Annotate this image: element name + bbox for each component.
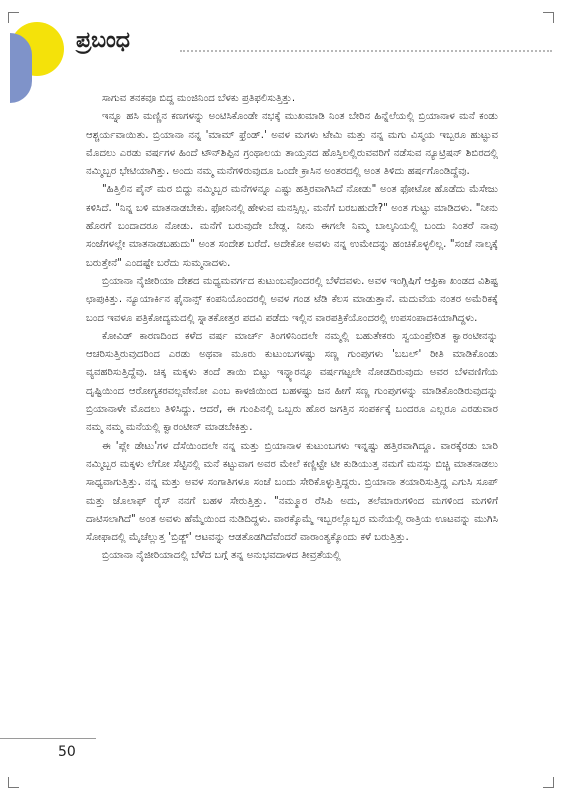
paragraph: ಸಾಗುವ ತನಕವೂ ಬಿದ್ದ ಮಂಜಿನಿಂದ ಬೆಳಕು ಪ್ರತಿಫಲಿಸುತ್ತಿತ್ತು. [102, 93, 296, 104]
crop-mark-bottom-right [543, 777, 554, 788]
paragraph: ಬ್ರಿಯಾನಾ ನೈಜೀರಿಯಾ ದೇಶದ ಮಧ್ಯಮವರ್ಗದ ಕುಟುಂಬವೊಂದರಲ್ಲಿ ಬೆಳೆದವಳು. ಅವಳ ಇಂಗ್ಲಿಷಿಗೆ ಆಫ್ರಿಕಾ ಖಂಡದ ವಿಶಿಷ್ಟ ಛಾಪುಕಿತ್ತು. ನ್ಯೂಯಾರ್ಕಿನ ಫೈನಾನ್ಸ್ ಕಂಪನಿಯೊಂದರಲ್ಲಿ ಅವಳ ಗಂಡ ಟೆಡಿ ಕೆಲಸ ಮಾಡುತ್ತಾನೆ. ಮದುವೆಯ ನಂತರ ಅಮೆರಿಕಕ್ಕೆ ಬಂದ ಇವಳೂ ಪತ್ರಿಕೋದ್ಯಮದಲ್ಲಿ ಸ್ನಾತಕೋತ್ತರ ಪದವಿ ಪಡೆದು ಇಲ್ಲಿನ ವಾರಪತ್ರಿಕೆಯೊಂದರಲ್ಲಿ ಉಪಸಂಪಾದಕಿಯಾಗಿದ್ದಳು. [86, 275, 498, 324]
footer-rule [0, 738, 96, 739]
header-dotted-rule [180, 50, 552, 52]
header-decoration-tab [10, 33, 32, 103]
paragraph: "ಹಿತ್ತಿಲಿನ ಪೈನ್ ಮರ ಬಿದ್ದು ನಮ್ಮಿಬ್ಬರ ಮನೆಗಳನ್ನೂ ಎಷ್ಟು ಹತ್ತಿರವಾಗಿಸಿದೆ ನೋಡು" ಅಂತ ಫೋಟೋ ಹೊಡೆದು ಮೆಸೇಜು ಕಳಿಸಿದೆ. "ನಿನ್ನ ಬಳಿ ಮಾತನಾಡಬೇಕು. ಫೋನಿನಲ್ಲಿ ಹೇಳುವ ಮನಸ್ಸಿಲ್ಲ. ಮನೆಗೆ ಬರಬಹುದೇ?" ಅಂತ ಗುಟ್ಟು ಮಾಡಿದಳು. "ನೀನು ಹೊರಗೆ ಬಂದಾದರೂ ನೋಡು. ಮನೆಗೆ ಬರುವುದೇ ಬೇಡ್ಲ. ನೀನು ಈಗಲೇ ನಿಮ್ಮ ಬಾಲ್ಕನಿಯಲ್ಲಿ ಬಂದು ನಿಂತರೆ ನಾವು ಸಂಜೆಗಳಲ್ಲೇ ಮಾತನಾಡಬಹುದು" ಅಂತ ಸಂದೇಶ ಬರೆದೆ. ಅದೇಕೋ ಅವಳು ನನ್ನ ಉಮೇದನ್ನು ಹಂಚಿಕೊಳ್ಳಲಿಲ್ಲ. "ಸಂಜೆ ನಾಲ್ಕಕ್ಕೆ ಬರುತ್ತೇನೆ" ಎಂದಷ್ಟೇ ಬರೆದು ಸುಮ್ಮನಾದಳು. [86, 184, 498, 269]
paragraph: ಈ 'ಪ್ಲೇ ಡೇಟು'ಗಳ ದೆಸೆಯಿಂದಲೇ ನನ್ನ ಮತ್ತು ಬ್ರಿಯಾನಾಳ ಕುಟುಂಬಗಳು ಇನ್ನಷ್ಟು ಹತ್ತಿರವಾಗಿದ್ದೂ. ವಾರಕ್ಕೆರಡು ಬಾರಿ ನಮ್ಮಿಬ್ಬರ ಮಕ್ಕಳು ಲೆಗೋ ಸೆಟ್ಟಿನಲ್ಲಿ ಮನೆ ಕಟ್ಟುವಾಗ ಅವರ ಮೇಲೆ ಕಣ್ಣಿಟ್ಟೇ ಟೀ ಕುಡಿಯುತ್ತ ನಮಗೆ ಮನಸ್ಸು ಬಿಚ್ಚಿ ಮಾತನಾಡಲು ಸಾಧ್ಯವಾಗುತ್ತಿತ್ತು. ನನ್ನ ಮತ್ತು ಅವಳ ಸಂಗಾತಿಗಳೂ ಸಂಜೆ ಬಂದು ಸೇರಿಕೊಳ್ಳುತ್ತಿದ್ದರು. ಬ್ರಿಯಾನಾ ತಯಾರಿಸುತ್ತಿದ್ದ ಎಗುಸಿ ಸೂಪ್ ಮತ್ತು ಜೊಲಾಫ್ ರೈಸ್ ನನಗೆ ಬಹಳ ಸೇರುತ್ತಿತ್ತು. "ನಮ್ಮೂರ ರೆಸಿಪಿ ಅದು, ತಲೆಮಾರುಗಳಿಂದ ಮಗಳಿಂದ ಮಗಳಿಗೆ ದಾಟಿಸಲಾಗಿದೆ" ಅಂತ ಅವಳು ಹೆಮ್ಮೆಯಿಂದ ನುಡಿದಿದ್ದಳು. ವಾರಕ್ಕೊಮ್ಮೆ ಇಬ್ಬರಲ್ಲೊಬ್ಬರ ಮನೆಯಲ್ಲಿ ರಾತ್ರಿಯ ಊಟವನ್ನು ಮುಗಿಸಿ ಸೋಫಾದಲ್ಲಿ ಮೈಚೆಲ್ಲುತ್ತ 'ಬ್ರಿಡ್ಜ್' ಆಟವನ್ನು ಆಡತೊಡಗಿದೆವೆಂದರೆ ವಾರಾಂತ್ಯಕ್ಕೊಂದು ಕಳೆ ಬರುತ್ತಿತ್ತು. [86, 440, 498, 544]
section-title: ಪ್ರಬಂಧ [76, 28, 130, 53]
paragraph: ಇನ್ನೂ ಹಸಿ ಮಣ್ಣಿನ ಕಣಗಳನ್ನು ಅಂಟಿಸಿಕೊಂಡೇ ನಭಕ್ಕೆ ಮುಖಮಾಡಿ ನಿಂತ ಬೇರಿನ ಹಿನ್ನೆಲೆಯಲ್ಲಿ ಬ್ರಿಯಾನಾಳ ಮನೆ ಕಂಡು ಆಶ್ಚರ್ಯವಾಯಿತು. ಬ್ರಿಯಾನಾ ನನ್ನ 'ಮಾಮ್ ಫ್ರೆಂಡ್.' ಅವಳ ಮಗಳು ಟೇಮಿ ಮತ್ತು ನನ್ನ ಮಗು ವಿಸ್ಮಯ ಇಬ್ಬರೂ ಹುಟ್ಟುವ ಮೊದಲು ಎರಡು ವರ್ಷಗಳ ಹಿಂದೆ ಟೌನ್‌ಶಿಪ್ಪಿನ ಗ್ರಂಥಾಲಯ ತಾಯ್ತನದ ಹೊಸ್ತಿಲಲ್ಲಿರುವವರಿಗೆ ನಡೆಸುವ ನ್ಯೂಟ್ರಿಷನ್ ಶಿಬಿರದಲ್ಲಿ ನಮ್ಮಿಬ್ಬರ ಭೇಟಿಯಾಗಿತ್ತು. ಅಂದು ನಮ್ಮ ಮನೆಗಳಿರುವುದೂ ಒಂದೇ ಕ್ರಾಸಿನ ಅಂತರದಲ್ಲಿ ಅಂತ ತಿಳಿದು ಹರ್ಷಗೊಂಡಿದ್ದೆವು. [86, 111, 498, 178]
page-number: 50 [58, 744, 76, 760]
crop-mark-top-right [543, 12, 554, 23]
paragraph: ಕೋವಿಡ್ ಕಾರಣದಿಂದ ಕಳೆದ ವರ್ಷ ಮಾರ್ಚ್ ತಿಂಗಳಿನಿಂದಲೇ ನಮ್ಮಲ್ಲಿ ಬಹುತೇಕರು ಸ್ವಯಂಪ್ರೇರಿತ ಕ್ವಾರಂಟೀನನ್ನು ಆಚರಿಸುತ್ತಿರುವುದರಿಂದ ಎರಡು ಅಥವಾ ಮೂರು ಕುಟುಂಬಗಳಷ್ಟು ಸಣ್ಣ ಗುಂಪುಗಳು 'ಬಬಲ್' ರೀತಿ ಮಾಡಿಕೊಂಡು ವ್ಯವಹರಿಸುತ್ತಿದ್ದೆವು. ಚಿಕ್ಕ ಮಕ್ಕಳು ತಂದೆ ತಾಯಿ ಬಿಟ್ಟು ಇನ್ನ್ಯಾರನ್ನೂ ವರ್ಷಗಟ್ಟಲೇ ನೋಡದಿರುವುದು ಅವರ ಬೆಳವಣಿಗೆಯ ದೃಷ್ಟಿಯಿಂದ ಆರೋಗ್ಯಕರವಲ್ಲವೇನೋ ಎಂಬ ಕಾಳಜಿಯಿಂದ ಬಹಳಷ್ಟು ಜನ ಹೀಗೆ ಸಣ್ಣ ಗುಂಪುಗಳನ್ನು ಮಾಡಿಕೊಂಡಿರುವುದನ್ನು ಬ್ರಿಯಾನಾಳೇ ಮೊದಲು ತಿಳಿಸಿದ್ದು. ಆದರೆ, ಈ ಗುಂಪಿನಲ್ಲಿ ಒಬ್ಬರು ಹೊರ ಜಗತ್ತಿನ ಸಂಪರ್ಕಕ್ಕೆ ಬಂದರೂ ಎಲ್ಲರೂ ಎರಡುವಾರ ನಮ್ಮ ನಮ್ಮ ಮನೆಯಲ್ಲಿ ಕ್ವಾರಂಟೀನ್ ಮಾಡಬೇಕಿತ್ತು. [86, 330, 498, 434]
paragraph: ಬ್ರಿಯಾನಾ ನೈಜೀರಿಯಾದಲ್ಲಿ ಬೆಳೆದ ಬಗ್ಗೆ ತನ್ನ ಅನುಭವದಾಳದ ತೀವ್ರತೆಯಲ್ಲಿ [102, 550, 341, 562]
article-body [86, 90, 498, 734]
crop-mark-top-left [8, 12, 19, 23]
crop-mark-bottom-left [8, 777, 19, 788]
